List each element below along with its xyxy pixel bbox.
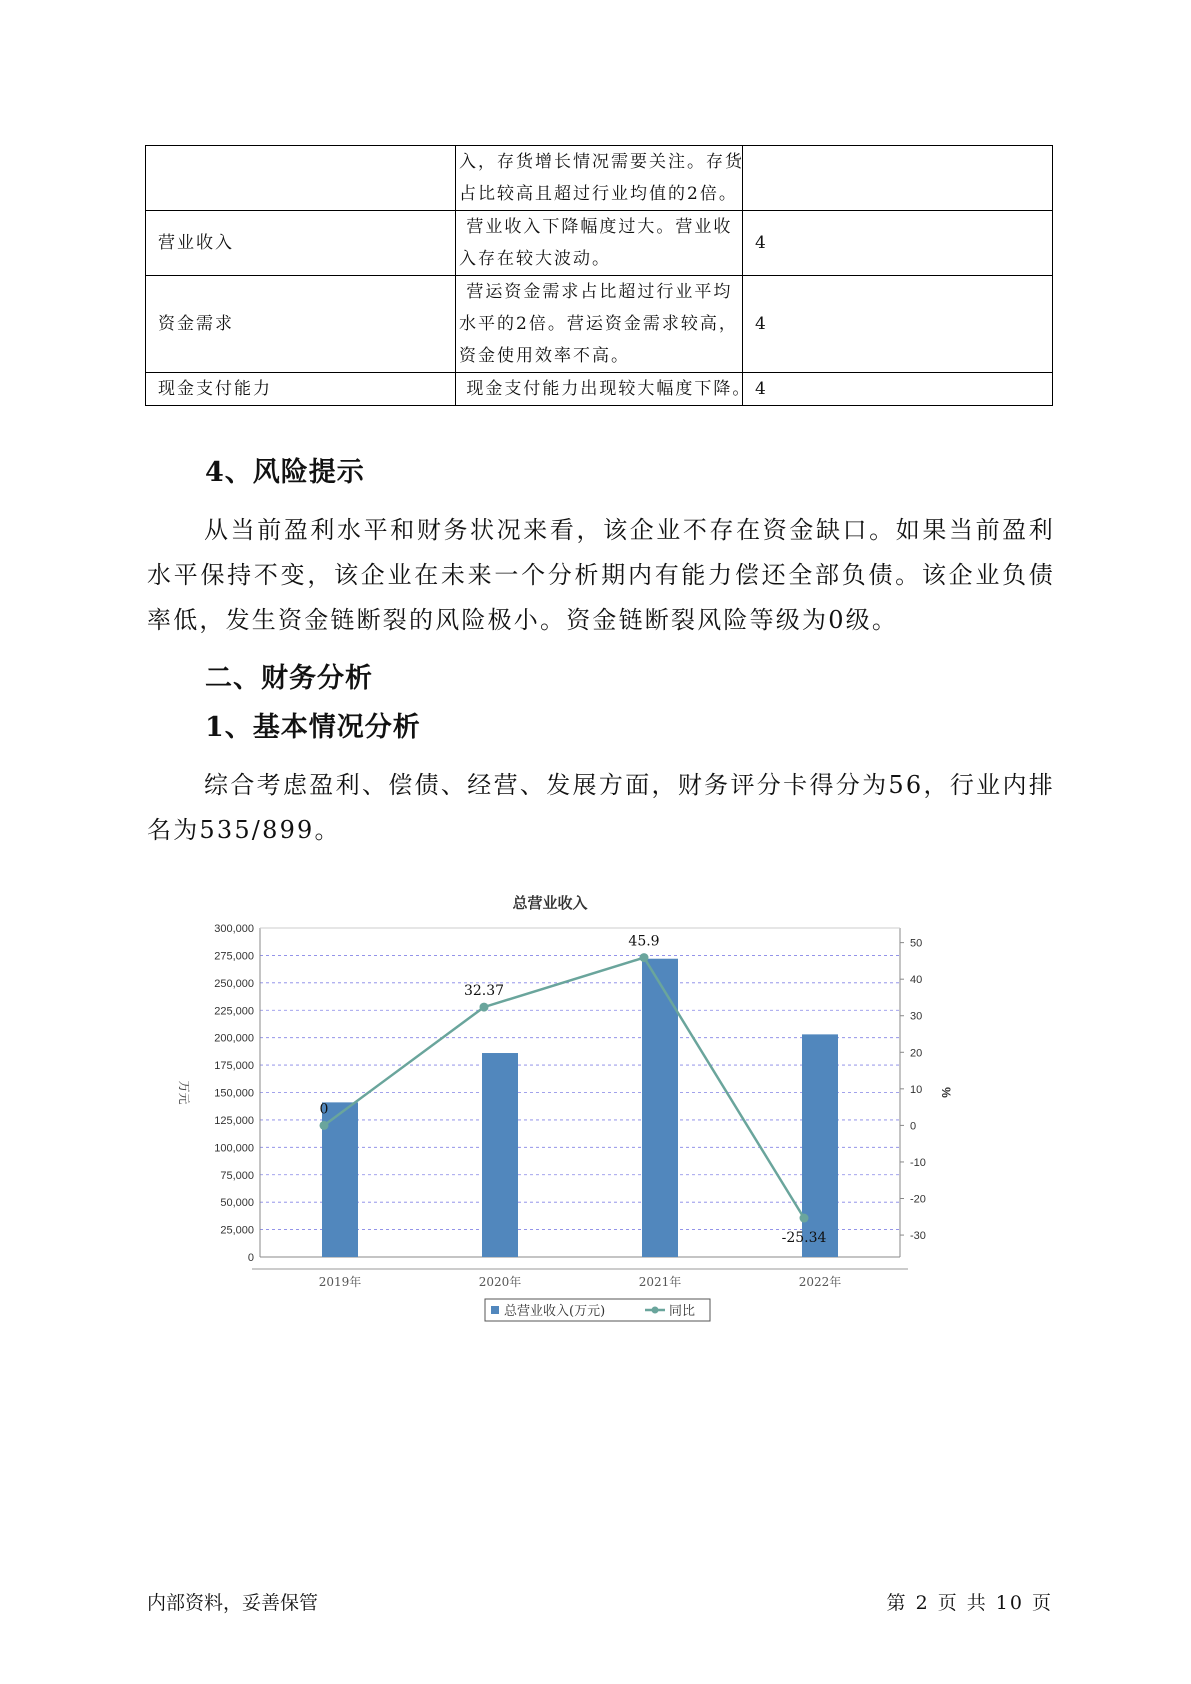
basic-analysis-paragraph: 综合考虑盈利、偿债、经营、发展方面，财务评分卡得分为56，行业内排名为535/899。 bbox=[147, 771, 1055, 844]
revenue-bar bbox=[482, 1053, 518, 1257]
risk-desc-cell bbox=[456, 373, 752, 406]
y-tick-label: 275,000 bbox=[214, 950, 254, 963]
footer-confidential-note: 内部资料，妥善保管 bbox=[147, 1592, 319, 1614]
risk-level-cell: 4 bbox=[743, 276, 1053, 373]
y2-tick-label: 0 bbox=[910, 1120, 917, 1133]
risk-level-cell bbox=[743, 146, 1053, 211]
revenue-chart bbox=[160, 880, 980, 1350]
risk-desc-line: 营运资金需求占比超过行业平均 bbox=[459, 282, 733, 302]
y-tick-label: 100,000 bbox=[214, 1142, 254, 1155]
chart-title: 总营业收入 bbox=[512, 895, 588, 912]
risk-table-row bbox=[146, 211, 1053, 276]
yoy-point bbox=[320, 1121, 329, 1130]
risk-desc-line: 资金使用效率不高。 bbox=[459, 346, 630, 366]
y2-tick-label: 50 bbox=[910, 937, 923, 950]
y-tick-label: 175,000 bbox=[214, 1060, 254, 1073]
y-tick-label: 75,000 bbox=[220, 1169, 254, 1182]
yoy-point bbox=[800, 1214, 809, 1223]
yoy-point bbox=[480, 1003, 489, 1012]
x-tick-label: 2020年 bbox=[478, 1275, 522, 1289]
y-tick-label: 225,000 bbox=[214, 1005, 254, 1018]
risk-table-row bbox=[146, 146, 1053, 211]
risk-level-cell: 4 bbox=[743, 373, 1053, 406]
risk-table-row bbox=[146, 276, 1053, 373]
y2-tick-label: 20 bbox=[910, 1047, 923, 1060]
finance-heading: 二、财务分析 bbox=[205, 663, 373, 694]
y2-tick-label: 40 bbox=[910, 974, 923, 987]
risk-paragraph: 从当前盈利水平和财务状况来看，该企业不存在资金缺口。如果当前盈利水平保持不变，该企业在未来一个分析期内有能力偿还全部负债。该企业负债率低，发生资金链断裂的风险极小。资金链断裂风险等级为0级。 bbox=[147, 516, 1055, 634]
risk-table-body bbox=[146, 146, 1053, 406]
yoy-data-label: -25.34 bbox=[781, 1230, 827, 1247]
legend-bar-label: 总营业收入(万元) bbox=[504, 1304, 606, 1319]
risk-item-cell bbox=[146, 146, 456, 211]
y-axis-label: 万元 bbox=[177, 1080, 191, 1105]
risk-item-cell: 营业收入 bbox=[146, 211, 456, 276]
basic-analysis-heading: 1、基本情况分析 bbox=[205, 712, 421, 743]
y-tick-label: 150,000 bbox=[214, 1087, 254, 1100]
risk-table-row bbox=[146, 373, 1053, 406]
y-tick-label: 250,000 bbox=[214, 977, 254, 990]
legend-line-label: 同比 bbox=[669, 1304, 696, 1319]
risk-desc-line: 入，存货增长情况需要关注。存货 bbox=[459, 152, 744, 172]
risk-item-cell: 资金需求 bbox=[146, 276, 456, 373]
y-tick-label: 25,000 bbox=[220, 1224, 254, 1237]
revenue-bar bbox=[802, 1034, 838, 1257]
y-tick-label: 125,000 bbox=[214, 1114, 254, 1127]
yoy-point bbox=[640, 953, 649, 962]
yoy-data-label: 32.37 bbox=[463, 983, 505, 1000]
y-tick-label: 50,000 bbox=[220, 1197, 254, 1210]
y-tick-label: 200,000 bbox=[214, 1032, 254, 1045]
risk-desc-cell bbox=[456, 276, 743, 373]
legend-bar-swatch bbox=[491, 1306, 499, 1314]
risk-desc-cell bbox=[456, 211, 743, 276]
y2-tick-label: -10 bbox=[910, 1156, 926, 1169]
legend-line-marker bbox=[652, 1307, 659, 1314]
risk-desc-line: 营业收入下降幅度过大。营业收 bbox=[459, 217, 733, 237]
y2-axis-label: % bbox=[939, 1087, 953, 1098]
risk-desc-line: 入存在较大波动。 bbox=[459, 249, 611, 269]
y2-tick-label: -30 bbox=[910, 1230, 926, 1243]
y-tick-label: 0 bbox=[247, 1252, 254, 1264]
risk-heading: 4、风险提示 bbox=[205, 457, 365, 488]
risk-desc-line: 水平的2倍。营运资金需求较高， bbox=[459, 314, 738, 334]
yoy-data-label: 0 bbox=[319, 1101, 329, 1118]
risk-item-cell: 现金支付能力 bbox=[146, 373, 456, 406]
x-tick-label: 2022年 bbox=[798, 1275, 842, 1289]
risk-desc-cell bbox=[456, 146, 743, 211]
x-tick-label: 2021年 bbox=[638, 1275, 682, 1289]
yoy-data-label: 45.9 bbox=[628, 933, 660, 950]
y-tick-label: 300,000 bbox=[214, 923, 254, 935]
footer-page-number: 第 2 页 共 10 页 bbox=[886, 1592, 1053, 1614]
risk-desc-line: 现金支付能力出现较大幅度下降。 bbox=[459, 379, 752, 399]
y2-tick-label: -20 bbox=[910, 1193, 926, 1206]
risk-table bbox=[145, 145, 1053, 406]
y2-tick-label: 30 bbox=[910, 1010, 923, 1023]
x-tick-label: 2019年 bbox=[318, 1275, 362, 1289]
yoy-growth-line bbox=[324, 958, 804, 1218]
risk-desc-line: 占比较高且超过行业均值的2倍。 bbox=[459, 184, 738, 204]
y2-tick-label: 10 bbox=[910, 1083, 923, 1096]
risk-level-cell: 4 bbox=[743, 211, 1053, 276]
